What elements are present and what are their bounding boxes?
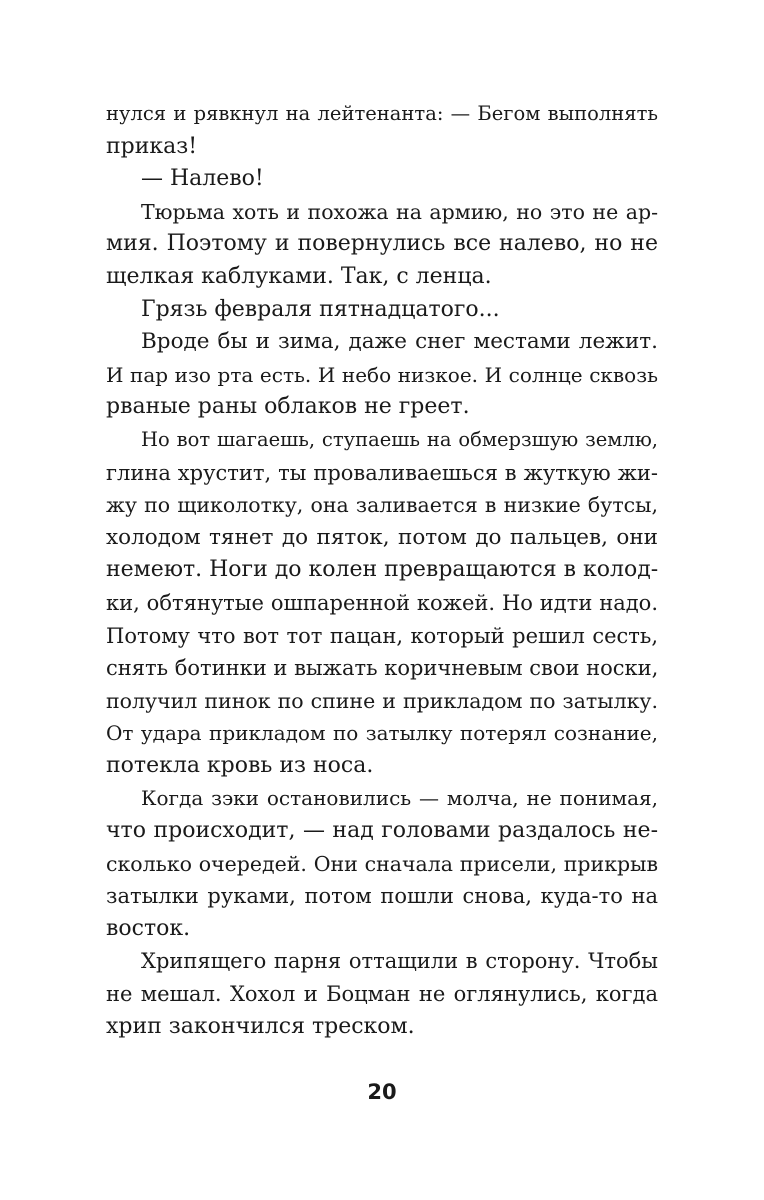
text-line: восток. — [106, 915, 191, 941]
text-line: не мешал. Хохол и Боцман не оглянулись, когда — [106, 982, 658, 1007]
text-line: Вроде бы и зима, даже снег местами лежит. — [141, 329, 658, 355]
text-line: Когда зэки остановились — молча, не понимая, — [141, 786, 658, 811]
text-line: От удара прикладом по затылку потерял сознание, — [106, 721, 658, 746]
text-line: хрип закончился треском. — [106, 1013, 415, 1039]
text-line: что происходит, — над головами раздалось не- — [106, 818, 658, 844]
text-line: Грязь февраля пятнадцатого... — [141, 296, 500, 322]
text-line: Тюрьма хоть и похожа на армию, но это не ар- — [141, 199, 658, 224]
text-line: нулся и рявкнул на лейтенанта: — Бегом выполнять — [106, 102, 658, 125]
text-line: глина хрустит, ты проваливаешься в жуткую жи- — [106, 460, 658, 485]
text-line: рваные раны облаков не греет. — [106, 394, 470, 420]
page-body-text — [106, 98, 658, 1043]
text-line: затылки руками, потом пошли снова, куда-то на — [106, 884, 658, 909]
text-line: жу по щиколотку, она заливается в низкие бутсы, — [106, 493, 658, 518]
text-line: — Налево! — [141, 166, 264, 192]
text-line: снять ботинки и выжать коричневым свои носки, — [106, 656, 659, 681]
text-line: приказ! — [106, 133, 198, 159]
text-line: И пар изо рта есть. И небо низкое. И солнце сквозь — [106, 362, 658, 387]
text-line: Хрипящего парня оттащили в сторону. Чтобы — [141, 949, 658, 974]
text-line: немеют. Ноги до колен превращаются в колод- — [106, 557, 659, 583]
text-line: мия. Поэтому и повернулись все налево, но не — [106, 231, 658, 257]
text-line: получил пинок по спине и прикладом по затылку. — [106, 688, 658, 713]
text-line: Потому что вот тот пацан, который решил сесть, — [106, 623, 658, 648]
text-line: щелкая каблуками. Так, с ленца. — [106, 263, 492, 289]
text-line: холодом тянет до пяток, потом до пальцев, они — [106, 524, 658, 550]
text-line: Но вот шагаешь, ступаешь на обмерзшую землю, — [141, 427, 658, 451]
text-line: потекла кровь из носа. — [106, 752, 374, 778]
text-line: ки, обтянутые ошпаренной кожей. Но идти надо. — [106, 590, 658, 615]
text-line: сколько очередей. Они сначала присели, прикрыв — [106, 851, 658, 876]
page-number: 20 — [367, 1080, 397, 1104]
